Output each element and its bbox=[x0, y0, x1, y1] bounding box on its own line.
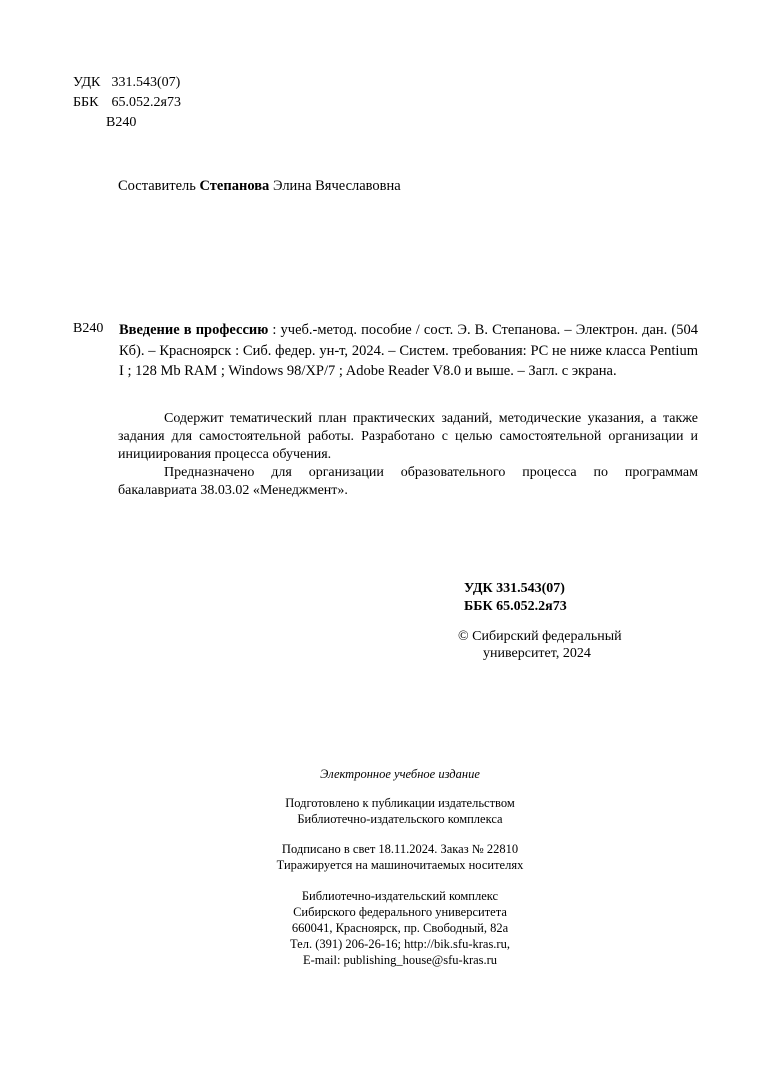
compiler-name: Элина Вячеславовна bbox=[272, 178, 401, 194]
book-title: Введение в профессию bbox=[119, 322, 269, 338]
imprint-block bbox=[200, 766, 600, 968]
bibliographic-record bbox=[73, 320, 698, 382]
bbk-label: ББК bbox=[73, 95, 99, 110]
biblio-description: : учеб.-метод. пособие / сост. Э. В. Степанова. – Электрон. дан. (504 Кб). – Красноярск : Сиб. федер. ун-т, 2024. – Систем. требования: PC не ниже класса Pentium I ; 128 Mb RAM ; Windows 98/XP/7 ; Adobe Reader V8.0 и выше. – Загл. с экрана. bbox=[119, 322, 698, 379]
copies-line: Тиражируется на машиночитаемых носителях bbox=[276, 858, 524, 872]
publisher-phone-web: Тел. (391) 206-26-16; http://bik.sfu-kras.ru, bbox=[290, 937, 510, 951]
publisher-address: 660041, Красноярск, пр. Свободный, 82а bbox=[291, 921, 509, 935]
udk-right: УДК 331.543(07) bbox=[464, 581, 565, 596]
edition-type: Электронное учебное издание bbox=[320, 767, 480, 781]
compiler-line bbox=[118, 178, 401, 195]
bbk-right: ББК 65.052.2я73 bbox=[464, 599, 567, 614]
compiler-surname: Степанова bbox=[199, 178, 270, 194]
publisher-email: E-mail: publishing_house@sfu-kras.ru bbox=[302, 953, 498, 967]
prepared-line-2: Библиотечно-издательского комплекса bbox=[297, 812, 503, 826]
annotation-paragraph-2: Предназначено для организации образовательного процесса по программам бакалавриата 38.03.02 «Менеджмент». bbox=[118, 465, 698, 498]
author-mark: В240 bbox=[106, 115, 137, 130]
prepared-by bbox=[200, 795, 600, 827]
annotation bbox=[118, 410, 698, 500]
right-classification-block bbox=[464, 580, 567, 616]
biblio-text bbox=[119, 320, 698, 382]
copyright-notice bbox=[458, 628, 622, 662]
udk-value: 331.543(07) bbox=[111, 75, 181, 90]
udk-label: УДК bbox=[73, 75, 101, 90]
udk-row bbox=[73, 73, 181, 93]
top-classification-block bbox=[73, 73, 181, 133]
signed-line: Подписано в свет 18.11.2024. Заказ № 22810 bbox=[281, 842, 519, 856]
prepared-line-1: Подготовлено к публикации издательством bbox=[285, 796, 515, 810]
compiler-prefix: Составитель bbox=[118, 178, 196, 194]
publisher-contacts bbox=[200, 888, 600, 968]
copyright-line-1: © Сибирский федеральный bbox=[458, 629, 622, 644]
bbk-row bbox=[73, 93, 181, 113]
print-info bbox=[200, 841, 600, 873]
biblio-author-mark: В240 bbox=[73, 321, 104, 336]
copyright-line-2: университет, 2024 bbox=[483, 646, 591, 661]
publisher-line-2: Сибирского федерального университета bbox=[293, 905, 507, 919]
bbk-value: 65.052.2я73 bbox=[111, 95, 181, 110]
publisher-line-1: Библиотечно-издательский комплекс bbox=[301, 889, 499, 903]
annotation-paragraph-1: Содержит тематический план практических заданий, методические указания, а также задания для самостоятельной работы. Разработано с целью самостоятельной организации и инициирования процесса обучения. bbox=[118, 411, 698, 462]
